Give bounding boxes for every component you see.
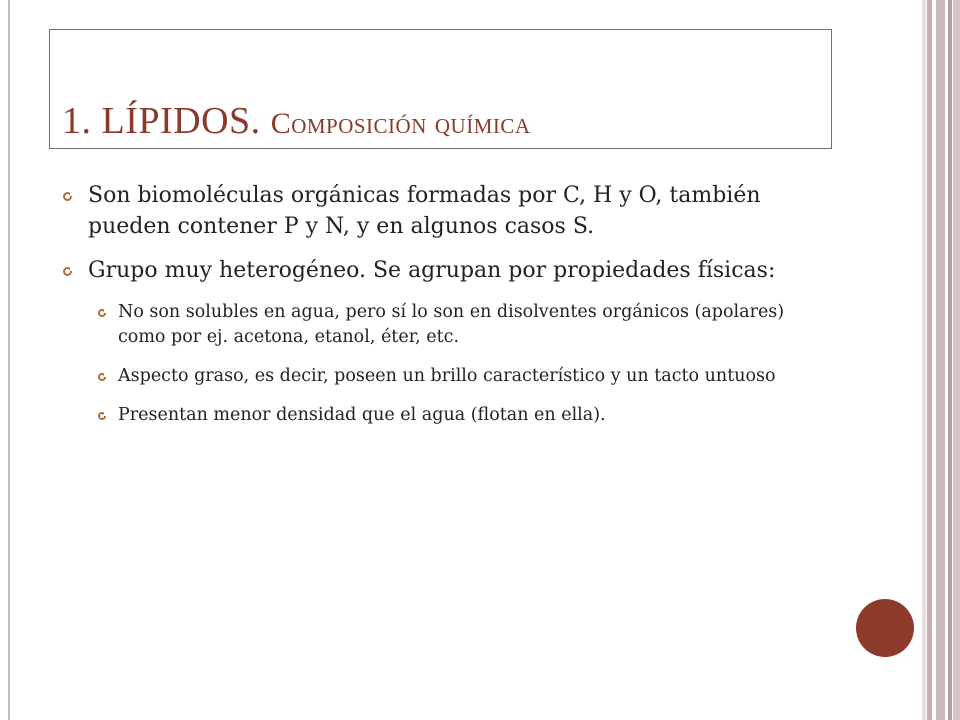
frame-right-stripes bbox=[922, 0, 960, 720]
slide-content bbox=[62, 180, 822, 442]
ring-bullet-icon bbox=[98, 309, 106, 317]
ring-bullet-icon bbox=[63, 192, 72, 201]
slide-title bbox=[62, 99, 531, 143]
bullet-item bbox=[62, 180, 822, 242]
bullet-item bbox=[62, 255, 822, 286]
sub-bullet-text: Aspecto graso, es decir, poseen un brillo característico y un tacto untuoso bbox=[118, 366, 776, 386]
frame-left-line bbox=[8, 0, 10, 720]
decorative-circle bbox=[856, 599, 914, 657]
bullet-text: Grupo muy heterogéneo. Se agrupan por propiedades físicas: bbox=[88, 258, 776, 283]
ring-bullet-icon bbox=[63, 267, 72, 276]
sub-bullet-item bbox=[62, 364, 822, 389]
sub-bullet-item bbox=[62, 403, 822, 428]
ring-bullet-icon bbox=[98, 412, 106, 420]
sub-bullet-item bbox=[62, 300, 822, 350]
bullet-text: Son biomoléculas orgánicas formadas por C, H y O, también pueden contener P y N, y en algunos casos S. bbox=[88, 183, 761, 239]
ring-bullet-icon bbox=[98, 373, 106, 381]
title-subtitle: Composición química bbox=[270, 107, 531, 140]
sub-bullet-text: Presentan menor densidad que el agua (flotan en ella). bbox=[118, 405, 606, 425]
sub-bullet-text: No son solubles en agua, pero sí lo son en disolventes orgánicos (apolares) como por ej. acetona, etanol, éter, etc. bbox=[118, 302, 785, 347]
title-number: 1. LÍPIDOS. bbox=[62, 100, 261, 142]
